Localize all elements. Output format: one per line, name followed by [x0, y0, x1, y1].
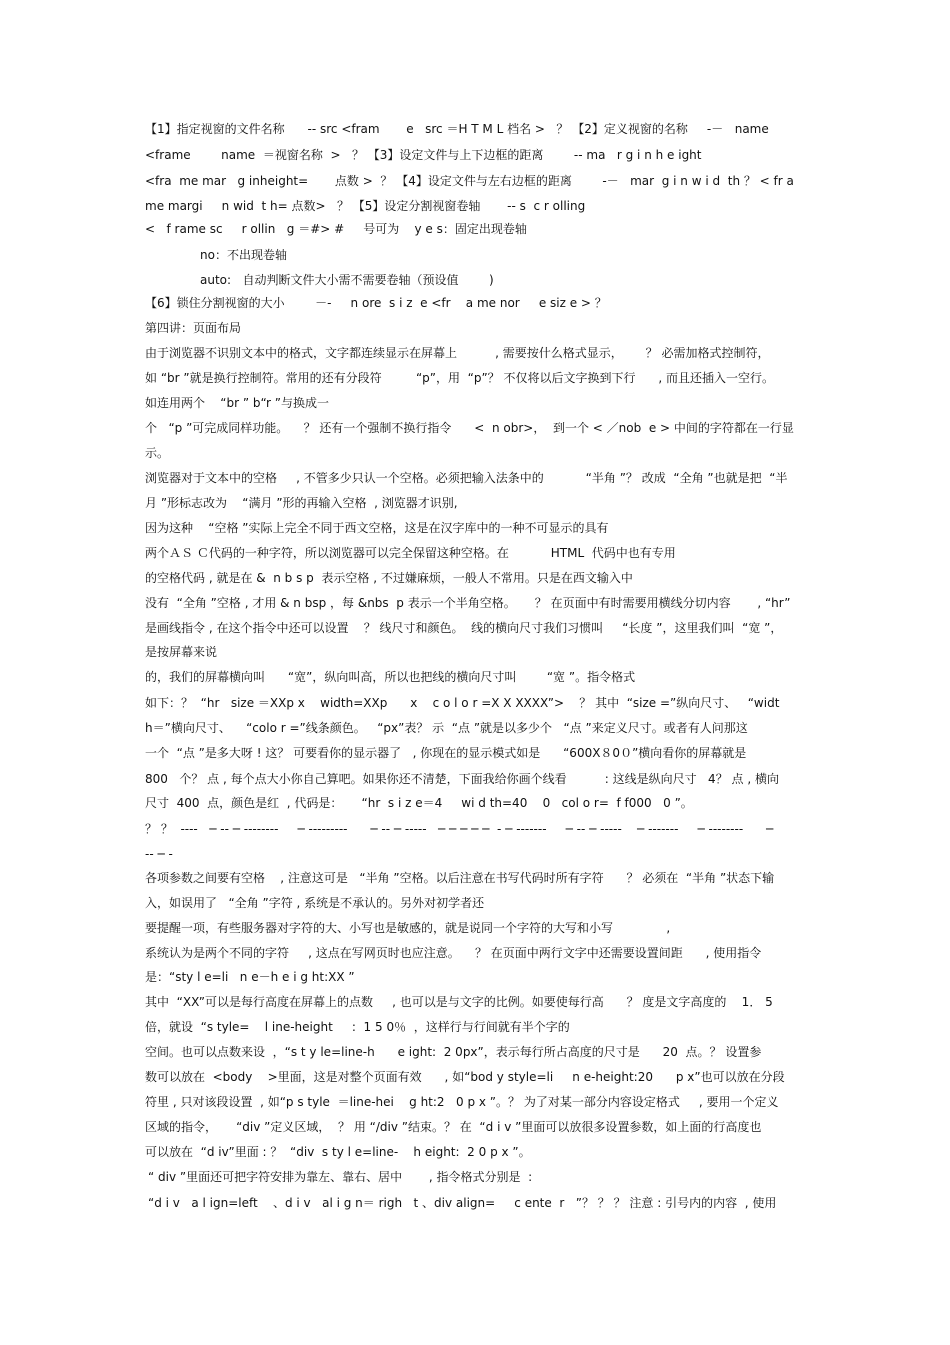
text-line: 区域的指令， “div ”定义区域， ？ 用 “/div ”结束。？ 在 “d i v ”里面可以放很多设置参数，如上面的行高度也 [145, 1120, 762, 1134]
text-line: 月 ”形标志改为 “满月 ”形的再输入空格 , 浏览器才识别, [145, 496, 458, 510]
text-line: 浏览器对于文本中的空格 , 不管多少只认一个空格。必须把输入法条中的 “半角 ”？ 改成 “全角 ”也就是把 “半 [145, 471, 788, 485]
text-line: 一个 “点 ”是多大呀 ! 这？ 可要看你的显示器了 , 你现在的显示模式如是 “600X８0０”横向看你的屏幕就是 [145, 746, 747, 760]
text-line: 是：“sty l e=li n e－h e i g ht:XX ” [145, 970, 355, 984]
text-line: 入，如误用了 “全角 ”字符 , 系统是不承认的。另外对初学者还 [145, 896, 485, 910]
text-line: me margi n wid t h= 点数> ？ 【5】设定分割视窗卷轴 -- s c r olling [145, 199, 586, 213]
dash-line: ？ ？ ---- ─ -- ─ -------- ─ --------- ─ -- ─ ----- ─ ─ ─ ─ ─ - ─ ------- ─ -- ─ ----- ─ ------- ─ -------- ─ [145, 822, 774, 836]
text-line: 个 “p ”可完成同样功能。 ？ 还有一个强制不换行指令 < n obr>， 到一个 < ／nob e > 中间的字符都在一行显 [145, 421, 794, 435]
text-line: 系统认为是两个不同的字符 , 这点在写网页时也应注意。 ？ 在页面中两行文字中还需要设置间距 , 使用指令 [145, 946, 762, 960]
text-line: 由于浏览器不识别文本中的格式，文字都连续显示在屏幕上 , 需要按什么格式显示， ？ 必需加格式控制符， [145, 346, 770, 360]
text-line: 示。 [145, 446, 170, 460]
text-line: 没有 “全角 ”空格 , 才用 & n bsp ，每 &nbs p 表示一个半角空格。 ？ 在页面中有时需要用横线分切内容 , “hr” [145, 596, 791, 610]
text-line: 倍，就设 “s tyle= l ine-height : 1 5 0％ ，这样行与行间就有半个字的 [145, 1020, 570, 1034]
text-line: 的空格代码 , 就是在 & n b s p 表示空格 , 不过嫌麻烦，一般人不常用。只是在西文输入中 [145, 571, 633, 585]
text-line: auto: 自动判断文件大小需不需要卷轴（预设值 ) [200, 273, 494, 287]
text-line: 尺寸 400 点，颜色是红 , 代码是： “hr s i z e＝4 wi d th=40 0 col o r= f f000 0 ”。 [145, 796, 693, 810]
text-line: “d i v a l ign=left 、d i v al i g n＝ righ t 、div align= c ente r ”？ ？ ？ 注意 : 引号内的内容 , 使用 [148, 1196, 777, 1210]
text-line: 是画线指令 , 在这个指令中还可以设置 ？ 线尺寸和颜色。 线的横向尺寸我们习惯叫 “长度 ”，这里我们叫 “宽 ”， [145, 621, 783, 635]
text-line: 因为这种 “空格 ”实际上完全不同于西文空格，这是在汉字库中的一种不可显示的具有 [145, 521, 609, 535]
text-line: no：不出现卷轴 [200, 248, 287, 262]
dash-line: -- ─ - [145, 847, 173, 861]
text-line: h＝”横向尺寸、 “colo r =”线条颜色。 “px”表？ 示 “点 ”就是以多少个 “点 ”来定义尺寸。或者有人问那这 [145, 721, 748, 735]
text-line: 如下：？ “hr size ＝XXp x width=XXp x c o l o r =X X XXXX”> ？ 其中 “size =”纵向尺寸、 “widt [145, 696, 780, 710]
text-line: 是按屏幕来说 [145, 645, 218, 659]
text-line: 可以放在 “d iv”里面 : ？ “div s ty l e=line- h eight: 2 0 p x ”。 [145, 1145, 531, 1159]
text-line: 各项参数之间要有空格 , 注意这可是 “半角 ”空格。以后注意在书写代码时所有字符 ？ 必须在 “半角 ”状态下输 [145, 871, 775, 885]
text-line: < f rame sc r ollin g ＝#> # 号可为 y e s：固定出现卷轴 [145, 222, 527, 236]
text-line: 【1】指定视窗的文件名称 -- src <fram e src ＝H T M L 档名 > ？ 【2】定义视窗的名称 -－ name [145, 122, 769, 136]
text-line: 如 “br ”就是换行控制符。常用的还有分段符 “p”，用 “p”？ 不仅将以后文字换到下行 , 而且还插入一空行。 [145, 371, 775, 385]
text-line: 【6】锁住分割视窗的大小 －- n ore s i z e <fr a me nor e siz e > ？ [145, 296, 607, 310]
text-line: 两个ＡＳ Ｃ代码的一种字符，所以浏览器可以完全保留这种空格。在 HTML 代码中也有专用 [145, 546, 676, 560]
text-line: 如连用两个 “br ” b“r ”与换成一 [145, 396, 330, 410]
text-line: 要提醒一项，有些服务器对字符的大、小写也是敏感的，就是说同一个字符的大写和小写 , [145, 921, 671, 935]
text-line: “ div ”里面还可把字符安排为靠左、靠右、居中 , 指令格式分别是 : [148, 1170, 533, 1184]
text-line: 符里 , 只对该段设置 , 如“p s tyle ＝line-hei g ht:2 0 p x ”。？ 为了对某一部分内容设定格式 , 要用一个定义 [145, 1095, 779, 1109]
text-line: 800 个？ 点 , 每个点大小你自己算吧。如果你还不清楚，下面我给你画个线看 : 这线是纵向尺寸 4？ 点 , 横向 [145, 772, 779, 786]
section-heading: 第四讲：页面布局 [145, 321, 242, 335]
text-line: <frame name ＝视窗名称 > ？ 【3】设定文件与上下边框的距离 -- ma r g i n h e ight [145, 148, 702, 162]
text-line: 其中 “XX”可以是每行高度在屏幕上的点数 , 也可以是与文字的比例。如要使每行高 ？ 度是文字高度的 1． 5 [145, 995, 773, 1009]
text-line: 空间。也可以点数来设 ，“s t y le=line-h e ight: 2 0px”，表示每行所占高度的尺寸是 20 点。？ 设置参 [145, 1045, 762, 1059]
text-line: <fra me mar g inheight= 点数 > ？ 【4】设定文件与左右边框的距离 -－ mar g i n w i d th ？ < fr a [145, 174, 794, 188]
text-line: 数可以放在 <body >里面，这是对整个页面有效 , 如“bod y style=li n e-height:20 p x”也可以放在分段 [145, 1070, 785, 1084]
text-line: 的，我们的屏幕横向叫 “宽”，纵向叫高，所以也把线的横向尺寸叫 “宽 ”。指令格式 [145, 670, 636, 684]
